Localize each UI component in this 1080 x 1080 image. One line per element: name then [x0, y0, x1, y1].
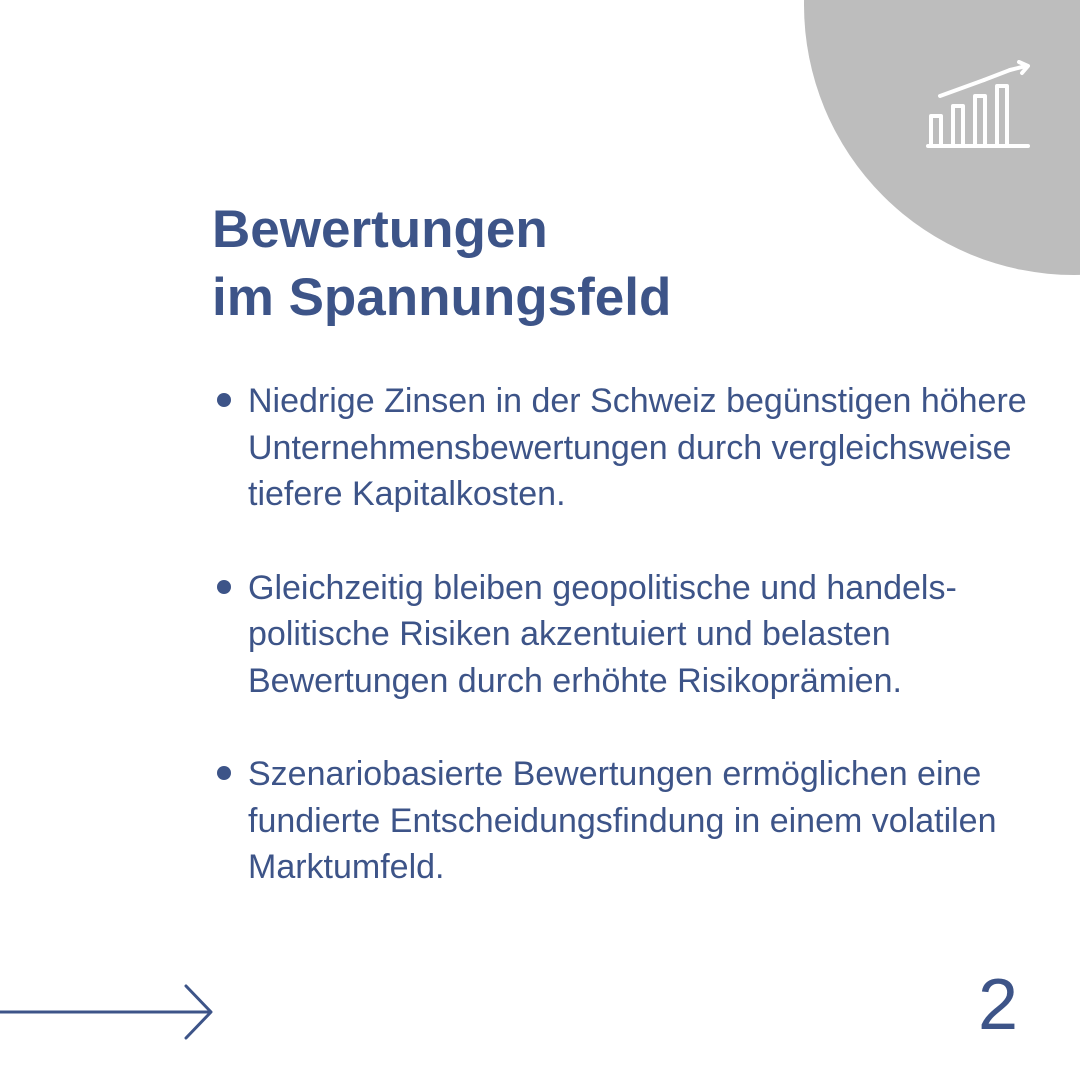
bullet-dot	[217, 580, 231, 594]
slide-title: Bewertungen im Spannungsfeld	[212, 200, 672, 327]
bullet-text: Szenariobasierte Bewertungen ermöglichen eine fundierte Entscheidungsfindung in einem volatilen Marktumfeld.	[248, 755, 997, 886]
bar-chart-growth-icon	[924, 60, 1032, 152]
bullet-list	[216, 378, 1046, 938]
bullet-dot	[217, 766, 231, 780]
bullet-item	[216, 751, 1046, 891]
bullet-item	[216, 378, 1046, 518]
bullet-item	[216, 565, 1046, 705]
arrow-right-icon[interactable]	[0, 980, 220, 1046]
page-number: 2	[977, 965, 1018, 1045]
bullet-text: Gleichzeitig bleiben geopolitische und handels-politische Risiken akzentuiert und belasten Bewertungen durch erhöhte Risikoprämien.	[248, 568, 957, 700]
bullet-text: Niedrige Zinsen in der Schweiz begünstigen höhere Unternehmensbewertungen durch vergleichsweise tiefere Kapitalkosten.	[248, 382, 1027, 513]
bullet-dot	[217, 393, 231, 407]
